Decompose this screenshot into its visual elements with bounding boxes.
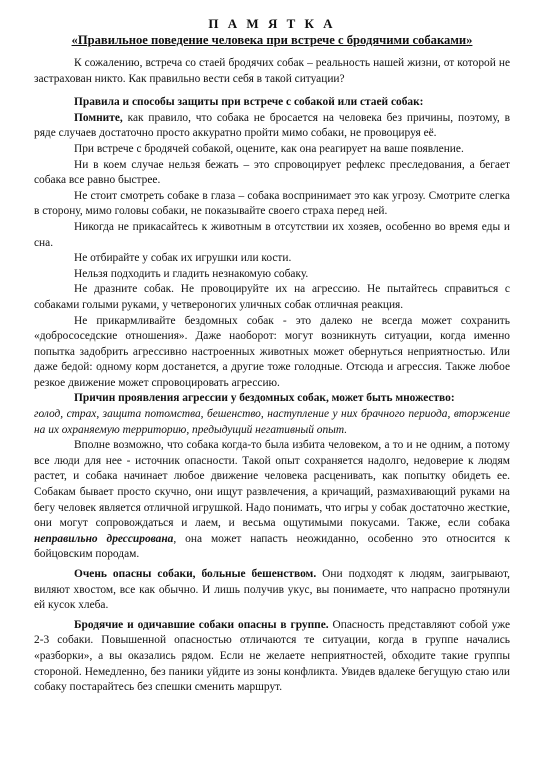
- packs-paragraph: [34, 618, 510, 696]
- intro-paragraph: К сожалению, встреча со стаей бродячих собак – реальность нашей жизни, от которой не застрахован никто. Как правильно вести себя в такой ситуации?: [34, 57, 510, 85]
- rabies-lead: Очень опасны собаки, больные бешенством.: [74, 568, 317, 580]
- packs-text: Опасность представляют собой уже 2-3 собаки. Повышенной опасностью отличаются те ситуации, когда в группе начались «разборки», а вы оказались рядом. Если не желаете неприятностей, обходите такие группы стороной. Немедленно, без паники уйдите из зоны конфликта. Увидев вдалеке бегущую стаю или собаку постарайтесь без спешки сменить маршрут.: [34, 618, 510, 694]
- causes-list: [34, 407, 510, 438]
- rules-heading: [34, 95, 510, 111]
- causes-paragraph: [34, 438, 510, 563]
- rule-1-text: как правило, что собака не бросается на человека без причины, поэтому, в ряде случаев достаточно просто аккуратно пройти мимо собаки, не провоцируя её.: [34, 111, 510, 140]
- rule-paragraph-7: Нельзя подходить и гладить незнакомую собаку.: [74, 267, 309, 280]
- rule-paragraph-2: При встрече с бродячей собакой, оцените, как она реагирует на ваше появление.: [74, 142, 464, 155]
- causes-list-text: голод, страх, защита потомства, бешенство, наступление у них брачного периода, вторжение на их охраняемую территорию, предыдущий негативный опыт.: [34, 408, 510, 436]
- rule-paragraph-5: Никогда не прикасайтесь к животным в отсутствии их хозяев, особенно во время еды и сна.: [34, 220, 510, 249]
- rabies-text: Они подходят к людям, заигрывают, виляют хвостом, все как обычно. И лишь получив укус, вы понимаете, что напрасно протянули ей кусок хлеба.: [34, 568, 511, 612]
- rules-heading-text: Правила и способы защиты при встрече с собакой или стаей собак:: [74, 96, 424, 109]
- rabies-paragraph: [34, 567, 510, 614]
- causes-heading-text: Причин проявления агрессии у бездомных собак, может быть множество:: [74, 392, 455, 405]
- packs-lead: Бродячие и одичавшие собаки опасны в группе.: [74, 618, 329, 631]
- rule-paragraph-4: Не стоит смотреть собаке в глаза – собака воспринимает это как угрозу. Смотрите слегка в сторону, мимо головы собаки, не показывайте своего страха перед ней.: [34, 189, 510, 218]
- rule-1-lead: Помните,: [74, 111, 123, 124]
- causes-text-a: Вполне возможно, что собака когда-то была избита человеком, а то и не одним, а потому все люди для нее - источник опасности. Такой опыт сохраняется надолго, недоверие к людям растет, и собака начинает любое движение человека расценивать, как попытку обидеть ее. Собакам бывает просто скучно, они ищут развлечения, а кричащий, размахивающий руками на бегу человек является отличной игрушкой. Надо понимать, что игры у собак достаточно жесткие, они могут сопровождаться и лаем, и весьма ощутимыми покусами. Также, если собака: [34, 439, 510, 530]
- causes-emphasis: неправильно дрессирована: [34, 532, 174, 545]
- causes-heading: [34, 391, 510, 407]
- rule-paragraph-1: [34, 111, 510, 142]
- rule-paragraph-8: Не дразните собак. Не провоцируйте их на агрессию. Не пытайтесь справиться с собаками голыми руками, у четвероногих уличных собак отличная реакция.: [34, 283, 510, 311]
- rule-paragraph-3: Ни в коем случае нельзя бежать – это спровоцирует рефлекс преследования, а бегает собака все равно быстрее.: [34, 158, 510, 187]
- rule-paragraph-6: Не отбирайте у собак их игрушки или кости.: [74, 252, 292, 265]
- memo-title: П А М Я Т К А: [208, 16, 336, 31]
- causes-text-b: , она может напасть неожиданно, особенно это относится к бойцовским породам.: [34, 532, 510, 561]
- rule-paragraph-9: Не прикармливайте бездомных собак - это далеко не всегда может сохранить «добрососедские отношения». Даже наоборот: могут возникнуть ситуации, когда именно попытка задобрить агрессивно настроенных животных может обернуться неприятностью. Или даже бедой: одному корм достанется, а другие тоже голодные. Отсюда и агрессия. Также любое резкое движение может спровоцировать агрессию.: [34, 314, 510, 389]
- memo-subtitle: «Правильное поведение человека при встрече с бродячими собаками»: [71, 33, 473, 47]
